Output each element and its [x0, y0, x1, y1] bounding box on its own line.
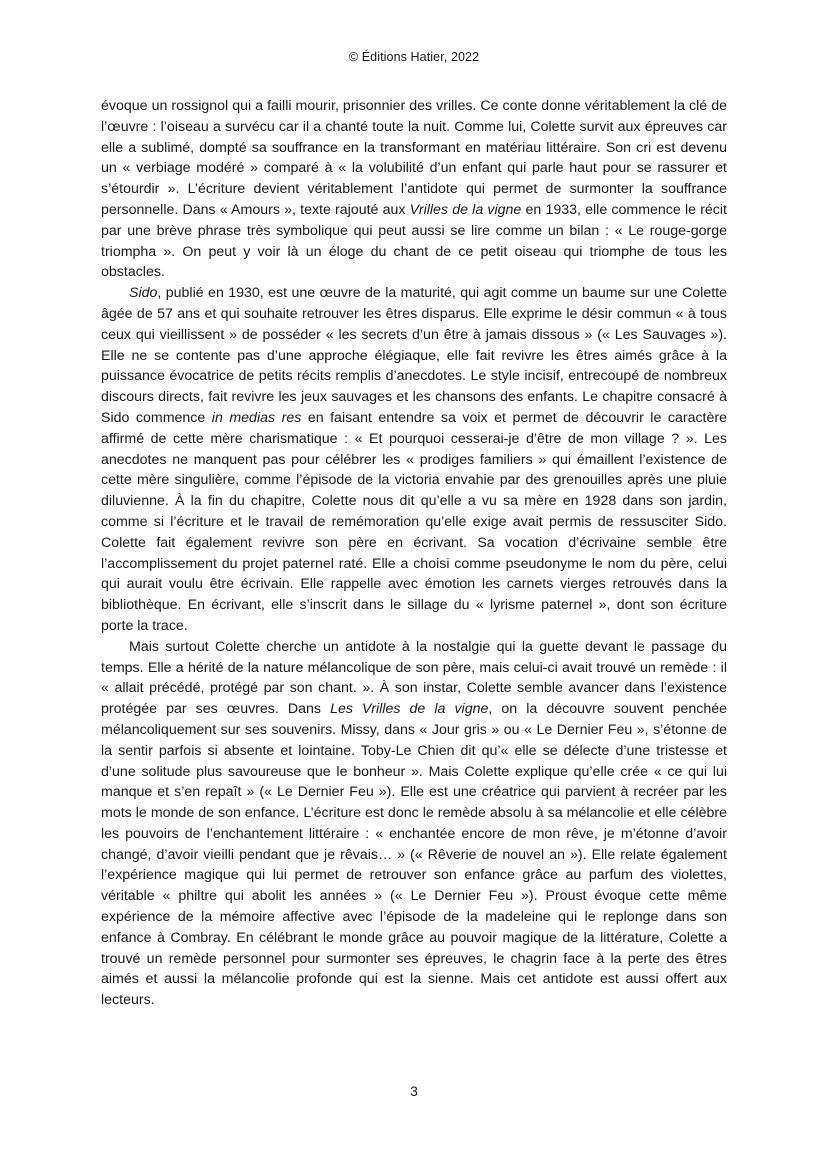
paragraph-2 — [101, 283, 727, 637]
text-run: évoque un rossignol qui a failli mourir, prisonnier des vrilles. Ce conte donne véritablement la clé de l’œuvre : l’oiseau a survécu car il a chanté toute la nuit. Comme lui, Colette survit aux épreuves car elle a sublimé, dompté sa souffrance en la transformant en matériau littéraire. Son cri est devenu un « verbiage modéré » comparé à « la volubilité d’un enfant qui parle haut pour se rassurer et s’étourdir ». L’écriture devient véritablement l’antidote qui permet de surmonter la souffrance personnelle. Dans « Amours », texte rajouté aux — [101, 98, 727, 218]
italic-title: Sido — [129, 285, 158, 302]
text-run: Mais surtout Colette cherche un antidote à la nostalgie qui la guette devant le passage du temps. Elle a hérité de la nature mélancolique de son père, mais celui-ci avait trouvé un remède : il « allait précédé, protégé par son chant. ». À son instar, Colette semble avancer dans l’existence protégée par ses œuvres. Dans — [101, 638, 727, 718]
page-number: 3 — [410, 1083, 418, 1099]
page-header: © Éditions Hatier, 2022 — [348, 50, 480, 64]
text-run: en 1933, elle commence le récit par une brève phrase très symbolique qui peut aussi se lire comme un bilan : « Le rouge-gorge triompha ». On peut y voir là un éloge du chant de ce petit oiseau qui triomphe de tous les obstacles. — [101, 201, 727, 281]
text-run: , publié en 1930, est une œuvre de la maturité, qui agit comme un baume sur une Colette âgée de 57 ans et qui souhaite retrouver les êtres disparus. Elle exprime le désir commun « à tous ceux qui vieillissent » de posséder « les secrets d’un être à jamais dissous » (« Les Sauvages »). Elle ne se contente pas d’une approche élégiaque, elle fait revivre les êtres aimés grâce à la puissance évocatrice de petits récits remplis d’anecdotes. Le style incisif, entrecoupé de nombreux discours directs, fait revivre les jeux sauvages et les chansons des enfants. Le chapitre consacré à Sido commence — [101, 285, 727, 426]
paragraph-3 — [101, 637, 727, 1011]
italic-title: Vrilles de la vigne — [409, 201, 522, 218]
body-text — [101, 96, 727, 1011]
paragraph-1 — [101, 96, 727, 283]
text-run: , on la découvre souvent penchée mélancoliquement sur ses souvenirs. Missy, dans « Jour gris » ou « Le Dernier Feu », s’étonne de la sentir parfois si absente et lointaine. Toby-Le Chien dit qu’« elle se délecte d’une tristesse et d’une solitude plus savoureuse que le bonheur ». Mais Colette explique qu’elle crée « ce qui lui manque et s’en repaît » (« Le Dernier Feu »). Elle est une créatrice qui parvient à recréer par les mots le monde de son enfance. L’écriture est donc le remède absolu à sa mélancolie et elle célèbre les pouvoirs de l’enchantement littéraire : « enchantée encore de mon rêve, je m’étonne d’avoir changé, d’avoir vieilli pendant que je rêvais… » (« Rêverie de nouvel an »). Elle relate également l’expérience magique qui lui permet de retrouver son enfance grâce au parfum des violettes, véritable « philtre qui abolit les années » (« Le Dernier Feu »). Proust évoque cette même expérience de la mémoire affective avec l’épisode de la madeleine qui le replonge dans son enfance à Combray. En célébrant le monde grâce au pouvoir magique de la littérature, Colette a trouvé un remède personnel pour surmonter ses épreuves, le chagrin face à la perte des êtres aimés et aussi la mélancolie profonde qui est la sienne. Mais cet antidote est aussi offert aux lecteurs. — [101, 701, 728, 1009]
italic-title: Les Vrilles de la vigne — [330, 701, 489, 718]
text-run: en faisant entendre sa voix et permet de découvrir le caractère affirmé de cette mère charismatique : « Et pourquoi cesserai-je d’être de mon village ? ». Les anecdotes ne manquent pas pour célébrer les « prodiges familiers » qui émaillent l’existence de cette mère singulière, comme l’épisode de la victoria envahie par des grenouilles après une pluie diluvienne. À la fin du chapitre, Colette nous dit qu’elle a vu sa mère en 1928 dans son jardin, comme si l’écriture et le travail de remémoration qu’elle exige avait permis de ressusciter Sido. Colette fait également revivre son père en écrivant. Sa vocation d’écrivaine semble être l’accomplissement du projet paternel raté. Elle a choisi comme pseudonyme le nom du père, celui qui aurait voulu être écrivain. Elle rappelle avec émotion les carnets vierges retrouvés dans la bibliothèque. En écrivant, elle s’inscrit dans le sillage du « lyrisme paternel », dont son écriture porte la trace. — [101, 409, 727, 634]
italic-title: in medias res — [211, 409, 302, 426]
